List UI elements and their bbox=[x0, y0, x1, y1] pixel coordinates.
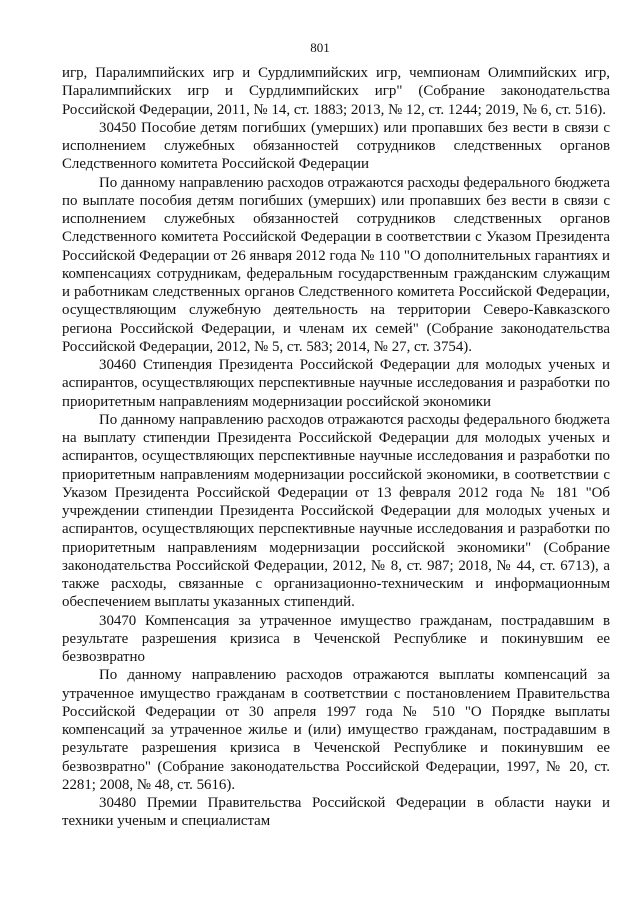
paragraph: По данному направлению расходов отражаются расходы федерального бюджета на выплату стипендии Президента Российской Федерации для молодых ученых и аспирантов, осуществляющих перспективные научные исследования и разработки по приоритетным направлениям модернизации российской экономики, в соответствии с Указом Президента Российской Федерации от 13 февраля 2012 года № 181 "Об учреждении стипендии Президента Российской Федерации для молодых ученых и аспирантов, осуществляющих перспективные научные исследования и разработки по приоритетным направлениям модернизации российской экономики" (Собрание законодательства Российской Федерации, 2012, № 8, ст. 987; 2018, № 44, ст. 6713), а также расходы, связанные с организационно-техническим и информационным обеспечением выплаты указанных стипендий. bbox=[62, 411, 610, 611]
section-heading: 30460 Стипендия Президента Российской Федерации для молодых ученых и аспирантов, осуществляющих перспективные научные исследования и разработки по приоритетным направлениям модернизации российской экономики bbox=[62, 357, 610, 410]
paragraph: По данному направлению расходов отражаются расходы федерального бюджета по выплате пособия детям погибших (умерших) или пропавших без вести в связи с исполнением служебных обязанностей сотрудников следственных органов Следственного комитета Российской Федерации в соответствии с Указом Президента Российской Федерации от 26 января 2012 года № 110 "О дополнительных гарантиях и компенсациях сотрудникам, федеральным государственным гражданским служащим и работникам следственных органов Следственного комитета Российской Федерации, осуществляющим служебную деятельность на территории Северо-Кавказского региона Российской Федерации, и членам их семей" (Собрание законодательства Российской Федерации, 2012, № 5, ст. 583; 2014, № 27, ст. 3754). bbox=[62, 174, 610, 355]
page-number: 801 bbox=[310, 40, 330, 55]
document-body bbox=[62, 64, 610, 831]
section-heading: 30450 Пособие детям погибших (умерших) или пропавших без вести в связи с исполнением служебных обязанностей сотрудников следственных органов Следственного комитета Российской Федерации bbox=[62, 119, 610, 173]
paragraph: По данному направлению расходов отражаются выплаты компенсаций за утраченное имущество гражданам в соответствии с постановлением Правительства Российской Федерации от 30 апреля 1997 года № 510 "О Порядке выплаты компенсаций за утраченное жилье и (или) имущество гражданам, пострадавшим в результате разрешения кризиса в Чеченской Республике и покинувшим ее безвозвратно" (Собрание законодательства Российской Федерации, 1997, № 20, ст. 2281; 2008, № 48, ст. 5616). bbox=[62, 667, 610, 793]
section-heading: 30480 Премии Правительства Российской Федерации в области науки и техники ученым и специалистам bbox=[62, 795, 610, 830]
section-heading: 30470 Компенсация за утраченное имущество гражданам, пострадавшим в результате разрешения кризиса в Чеченской Республике и покинувшим ее безвозвратно bbox=[62, 612, 610, 665]
paragraph: игр, Паралимпийских игр и Сурдлимпийских игр, чемпионам Олимпийских игр, Паралимпийских игр и Сурдлимпийских игр" (Собрание законодательства Российской Федерации, 2011, № 14, ст. 1883; 2013, № 12, ст. 1244; 2019, № 6, ст. 516). bbox=[62, 65, 610, 118]
